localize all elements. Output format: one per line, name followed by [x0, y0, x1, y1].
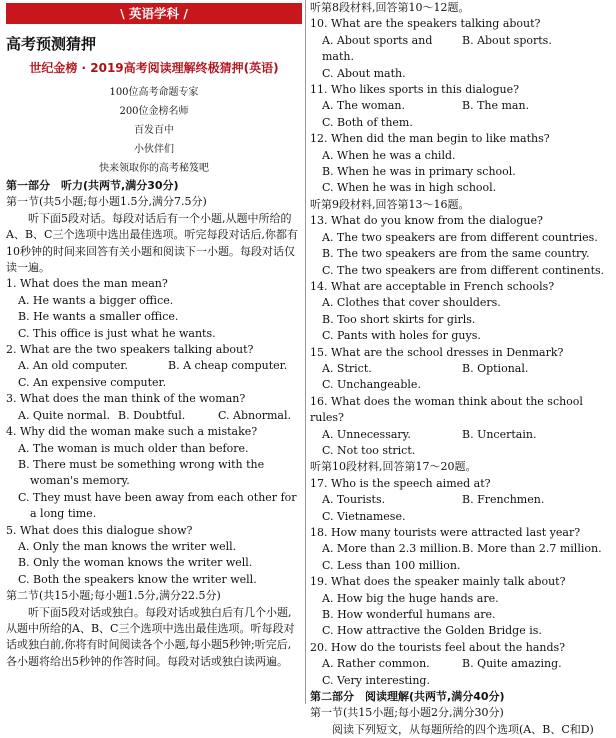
- option-a: A. Unnecessary.: [322, 427, 411, 441]
- section1-instructions: 听下面5段对话。每段对话后有一个小题,从题中所给的A、B、C三个选项中选出最佳选项。听完每段对话后,你都有10秒钟的时间来回答有关小题和阅读下一小题。每段对话仅读一遍。: [6, 211, 298, 275]
- part2-instructions: 阅读下列短文，从每题所给的四个选项(A、B、C和D): [332, 722, 594, 736]
- option-b: B. About sports.: [462, 33, 552, 47]
- question-19: [310, 574, 610, 640]
- question-stem: 16. What does the woman think about the school rules?: [310, 394, 583, 425]
- option-c: C. Very interesting.: [322, 673, 430, 687]
- slogan-line: 100位高考命题专家: [109, 87, 199, 98]
- option-a: A. Tourists.: [322, 493, 386, 507]
- option-b: B. Doubtful.: [118, 408, 186, 422]
- right-column: [310, 0, 610, 738]
- question-15: [310, 345, 610, 394]
- question-13: [310, 213, 610, 279]
- part2-heading: 第二部分 阅读理解(共两节,满分40分): [310, 690, 505, 704]
- question-stem: 10. What are the speakers talking about?: [310, 17, 541, 31]
- section1-heading: 第一节(共5小题;每小题1.5分,满分7.5分): [6, 195, 207, 209]
- left-column: [6, 0, 302, 670]
- question-stem: 20. How do the tourists feel about the hands?: [310, 640, 566, 654]
- option-b: B. How wonderful humans are.: [322, 608, 496, 622]
- option-a: A. How big the huge hands are.: [322, 591, 499, 605]
- question-stem: 14. What are acceptable in French schools?: [310, 279, 555, 293]
- slogan-line: 小伙伴们: [134, 144, 174, 155]
- option-a: A. The woman.: [322, 99, 405, 113]
- option-b: B. Optional.: [462, 361, 529, 375]
- option-b: B. Quite amazing.: [462, 657, 562, 671]
- exam-subtitle: 世纪金榜 · 2019高考阅读理解终极猜押(英语): [29, 61, 279, 75]
- option-b: B. Frenchmen.: [462, 493, 545, 507]
- option-b: B. Uncertain.: [462, 427, 537, 441]
- section2-instructions: 听下面5段对话或独白。每段对话或独白后有几个小题,从题中所给的A、B、C三个选项中选出最佳选项。听每段对话或独白前,你将有时间阅读各个小题,每小题5秒钟;听完后,各小题将给出5秒钟的作答时间。每段对话或独白读两遍。: [6, 605, 295, 668]
- question-4: [6, 424, 302, 522]
- option-c: C. Unchangeable.: [322, 378, 421, 392]
- question-stem: 18. How many tourists were attracted last year?: [310, 526, 581, 539]
- option-a: A. He wants a bigger office.: [18, 293, 174, 307]
- part2-section1-heading: 第一节(共15小题;每小题2分,满分30分): [310, 706, 504, 720]
- material-8-heading: 听第8段材料,回答第10～12题。: [310, 1, 470, 14]
- option-a: A. Only the man knows the writer well.: [18, 539, 237, 553]
- question-20: [310, 640, 610, 689]
- option-a: A. Clothes that cover shoulders.: [322, 296, 501, 310]
- question-1: [6, 276, 302, 342]
- slogan-line: 200位金榜名师: [119, 106, 189, 117]
- column-divider: [305, 0, 306, 704]
- question-11: [310, 82, 610, 131]
- option-c: C. About math.: [322, 66, 406, 80]
- option-a: A. An old computer.: [18, 359, 128, 373]
- page-title: 高考预测猜押: [6, 35, 97, 53]
- option-c: C. Vietnamese.: [322, 509, 406, 523]
- question-stem: 13. What do you know from the dialogue?: [310, 214, 543, 228]
- question-stem: 4. Why did the woman make such a mistake?: [6, 425, 258, 439]
- slogan-line: 快来领取你的高考秘笈吧: [99, 163, 209, 174]
- option-c: C. Abnormal.: [218, 408, 291, 422]
- option-a: A. More than 2.3 million.: [322, 542, 462, 556]
- option-b: B. Too short skirts for girls.: [322, 312, 476, 326]
- question-stem: 17. Who is the speech aimed at?: [310, 476, 491, 490]
- option-b: B. He wants a smaller office.: [18, 310, 179, 324]
- option-a: A. Quite normal.: [18, 408, 110, 422]
- option-c: C. When he was in high school.: [322, 181, 497, 195]
- slogan: [6, 83, 302, 178]
- material-9-heading: 听第9段材料,回答第13～16题。: [310, 197, 470, 211]
- option-c: C. Not too strict.: [322, 443, 416, 457]
- option-c: C. Both the speakers know the writer well.: [18, 572, 257, 586]
- option-c: C. How attractive the Golden Bridge is.: [322, 624, 542, 638]
- question-stem: 12. When did the man begin to like maths?: [310, 132, 550, 146]
- option-b: B. A cheap computer.: [168, 359, 288, 373]
- question-stem: 3. What does the man think of the woman?: [6, 392, 246, 406]
- question-stem: 1. What does the man mean?: [6, 277, 168, 291]
- question-17: [310, 476, 610, 525]
- option-a: A. When he was a child.: [322, 148, 456, 162]
- option-a: A. Rather common.: [322, 657, 430, 671]
- option-c: C. They must have been away from each other for a long time.: [18, 490, 297, 521]
- option-a: A. The woman is much older than before.: [18, 441, 249, 455]
- question-18: [310, 525, 610, 574]
- subject-banner: \ 英语学科 /: [6, 3, 302, 24]
- question-stem: 5. What does this dialogue show?: [6, 523, 193, 537]
- option-c: C. Pants with holes for guys.: [322, 329, 481, 343]
- slogan-line: 百发百中: [134, 125, 174, 136]
- question-12: [310, 131, 610, 197]
- option-c: C. This office is just what he wants.: [18, 326, 216, 340]
- option-b: B. More than 2.7 million.: [462, 542, 602, 556]
- material-10-heading: 听第10段材料,回答第17～20题。: [310, 460, 477, 474]
- question-2: [6, 342, 302, 391]
- option-a: A. About sports and math.: [322, 33, 433, 64]
- section2-heading: 第二节(共15小题;每小题1.5分,满分22.5分): [6, 589, 221, 603]
- question-16: [310, 394, 610, 460]
- question-stem: 2. What are the two speakers talking about?: [6, 343, 254, 357]
- part1-heading: 第一部分 听力(共两节,满分30分): [6, 179, 179, 192]
- option-c: C. An expensive computer.: [18, 375, 167, 389]
- option-b: B. Only the woman knows the writer well.: [18, 556, 253, 570]
- option-c: C. Less than 100 million.: [322, 558, 461, 572]
- question-10: [310, 16, 610, 82]
- question-stem: 19. What does the speaker mainly talk about?: [310, 575, 566, 589]
- question-5: [6, 523, 302, 589]
- question-3: [6, 391, 302, 424]
- option-a: A. Strict.: [322, 361, 372, 375]
- option-b: B. There must be something wrong with the woman's memory.: [18, 457, 265, 488]
- question-stem: 11. Who likes sports in this dialogue?: [310, 83, 520, 97]
- option-c: C. The two speakers are from different continents.: [322, 263, 605, 277]
- option-b: B. The man.: [462, 99, 530, 113]
- option-c: C. Both of them.: [322, 115, 413, 129]
- question-stem: 15. What are the school dresses in Denmark?: [310, 345, 564, 359]
- option-b: B. The two speakers are from the same country.: [322, 247, 590, 261]
- question-14: [310, 279, 610, 345]
- option-b: B. When he was in primary school.: [322, 165, 516, 179]
- option-a: A. The two speakers are from different countries.: [322, 230, 598, 244]
